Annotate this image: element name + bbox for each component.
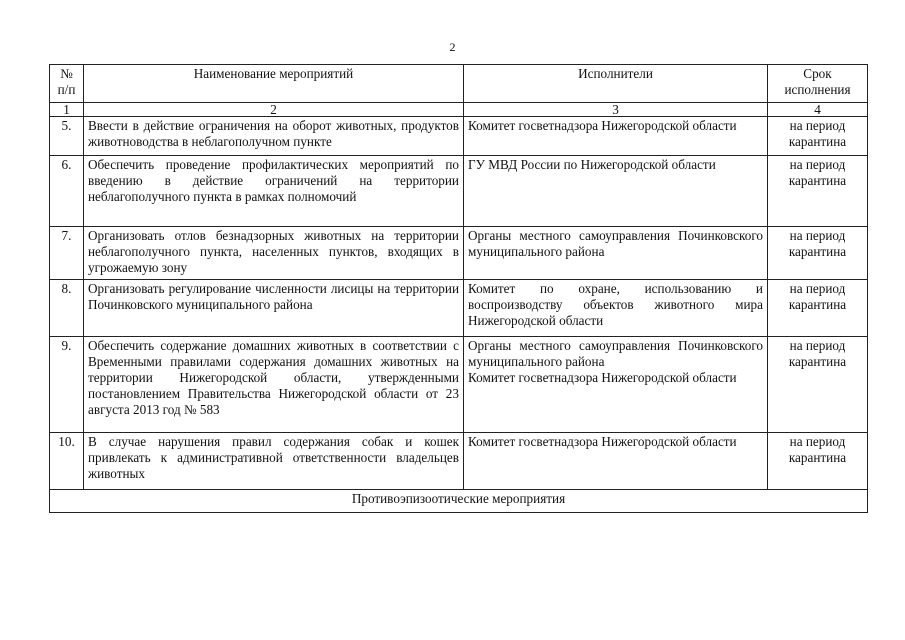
measure-executors: ГУ МВД России по Нижегородской области	[464, 156, 768, 227]
row-number: 5.	[50, 117, 84, 156]
row-number: 7.	[50, 227, 84, 280]
measure-name: Организовать отлов безнадзорных животных на территории неблагополучного пункта, населенных пунктов, входящих в угрожаемую зону	[84, 227, 464, 280]
measure-name: Обеспечить содержание домашних животных в соответствии с Временными правилами содержания домашних животных на территории Нижегородской области, утвержденными постановлением Правительства Нижегородской области от 23 августа 2013 год № 583	[84, 337, 464, 433]
table-row	[50, 227, 868, 280]
header-name: Наименование мероприятий	[84, 65, 464, 103]
measure-executors: Комитет госветнадзора Нижегородской области	[464, 117, 768, 156]
measure-executors: Органы местного самоуправления Починковского муниципального района	[464, 227, 768, 280]
column-number-3: 3	[464, 103, 768, 117]
column-numbering-row	[50, 103, 868, 117]
measure-name: Обеспечить проведение профилактических мероприятий по введению в действие ограничений на территории неблагополучного пункта в рамках полномочий	[84, 156, 464, 227]
measure-term: на период карантина	[768, 337, 868, 433]
row-number: 10.	[50, 433, 84, 490]
measures-table	[49, 64, 868, 513]
row-number: 9.	[50, 337, 84, 433]
row-number: 8.	[50, 280, 84, 337]
table-row	[50, 280, 868, 337]
measure-executors: Комитет по охране, использованию и воспроизводству объектов животного мира Нижегородской области	[464, 280, 768, 337]
section-row	[50, 490, 868, 513]
header-term: Срок исполнения	[768, 65, 868, 103]
measure-name: Ввести в действие ограничения на оборот животных, продуктов животноводства в неблагополучном пункте	[84, 117, 464, 156]
header-executors: Исполнители	[464, 65, 768, 103]
measure-term: на период карантина	[768, 280, 868, 337]
measure-term: на период карантина	[768, 433, 868, 490]
measure-executors: Комитет госветнадзора Нижегородской области	[464, 433, 768, 490]
measure-executors	[464, 337, 768, 433]
measure-term: на период карантина	[768, 156, 868, 227]
section-title: Противоэпизоотические мероприятия	[50, 490, 868, 513]
column-number-4: 4	[768, 103, 868, 117]
executor-primary: Органы местного самоуправления Починковского муниципального района	[468, 338, 763, 369]
table-row	[50, 156, 868, 227]
page-number: 2	[449, 40, 456, 54]
measure-name: В случае нарушения правил содержания собак и кошек привлекать к административной ответственности владельцев животных	[84, 433, 464, 490]
measure-name: Организовать регулирование численности лисицы на территории Починковского муниципального района	[84, 280, 464, 337]
measure-term: на период карантина	[768, 227, 868, 280]
column-number-1: 1	[50, 103, 84, 117]
table-row	[50, 117, 868, 156]
table-header-row	[50, 65, 868, 103]
table-row	[50, 337, 868, 433]
column-number-2: 2	[84, 103, 464, 117]
measure-term: на период карантина	[768, 117, 868, 156]
row-number: 6.	[50, 156, 84, 227]
executor-secondary: Комитет госветнадзора Нижегородской области	[468, 370, 737, 385]
table-row	[50, 433, 868, 490]
header-number: № п/п	[50, 65, 84, 103]
